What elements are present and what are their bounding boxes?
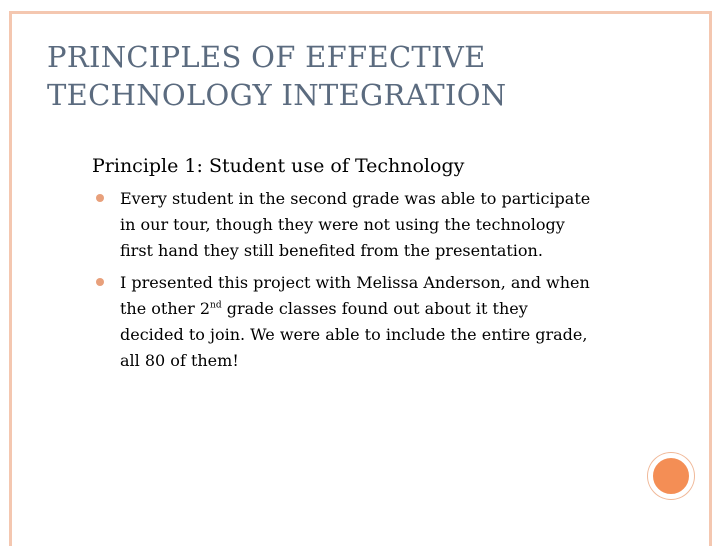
bullet-dot-icon — [96, 278, 104, 286]
principle-subheading: Principle 1: Student use of Technology — [92, 155, 465, 177]
decorative-circle-icon — [648, 453, 694, 499]
bullet-dot-icon — [96, 194, 104, 202]
bullet-text-2-start: I presented this project with Melissa Anderson, and when the other 2 — [120, 273, 590, 318]
bullet-item-1 — [92, 186, 592, 264]
ordinal-superscript: nd — [210, 300, 222, 311]
bullet-text-1: Every student in the second grade was able to participate in our tour, though they were not using the technology first hand they still benefited from the presentation. — [120, 189, 591, 260]
bullet-list — [92, 186, 592, 380]
bullet-text-2-end: grade classes found out about it they decided to join. We were able to include the entire grade, all 80 of them! — [120, 299, 588, 370]
bullet-item-2 — [92, 270, 592, 374]
slide-title: PRINCIPLES OF EFFECTIVE TECHNOLOGY INTEGRATION — [47, 40, 507, 112]
